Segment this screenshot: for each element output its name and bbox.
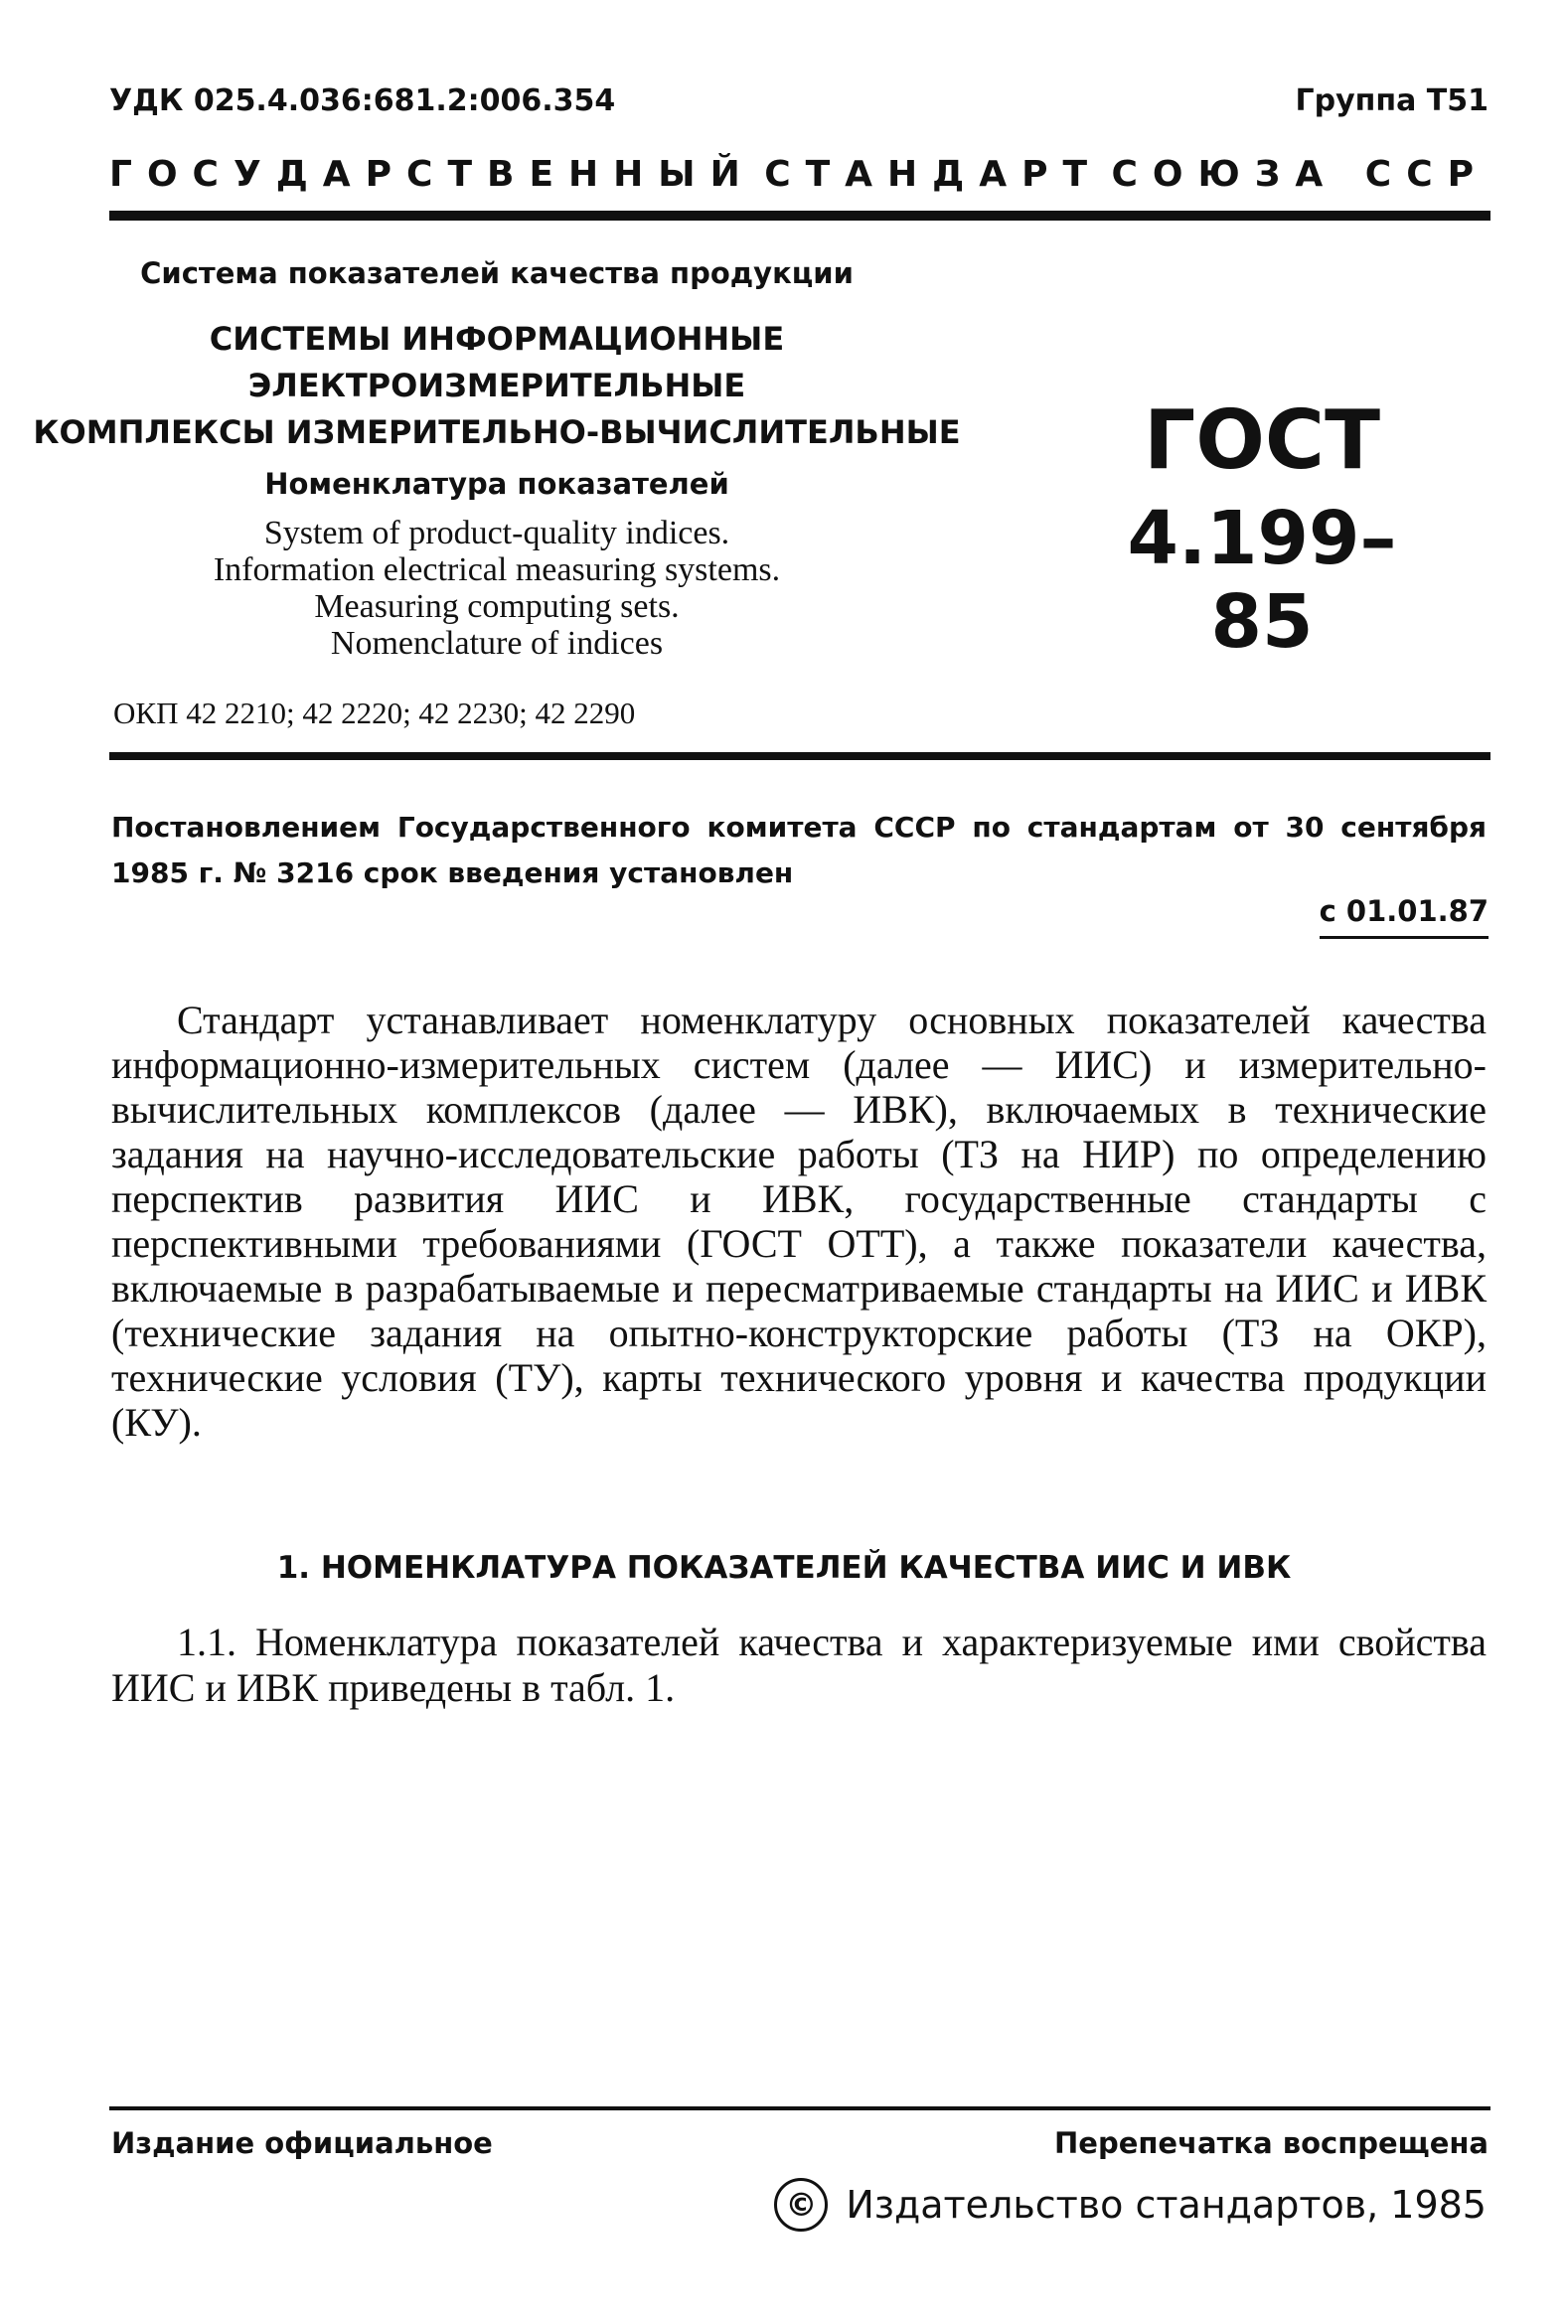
okp-codes: ОКП 42 2210; 42 2220; 42 2230; 42 2290 — [113, 696, 636, 730]
section-heading: 1. НОМЕНКЛАТУРА ПОКАЗАТЕЛЕЙ КАЧЕСТВА ИИС И ИВК — [276, 1550, 1292, 1586]
intro-date: с 01.01.87 — [1320, 894, 1489, 939]
top-rule — [109, 211, 1490, 221]
middle-rule — [109, 752, 1490, 760]
standard-title-word-1: ГОСУДАРСТВЕННЫЙ — [109, 154, 755, 195]
english-line: System of product-quality indices. — [263, 515, 730, 551]
udk-code: УДК 025.4.036:681.2:006.354 — [109, 83, 616, 118]
gost-number: 4.199–85 — [1127, 496, 1397, 665]
section-paragraph: 1.1. Номенклатура показателей качества и характеризуемые ими свойства ИИС и ИВК приведены в табл. 1. — [111, 1620, 1487, 1710]
edition-label: Издание официальное — [111, 2126, 493, 2160]
english-line: Measuring computing sets. — [314, 588, 680, 625]
system-label: Система показателей качества продукции — [140, 256, 854, 290]
title-line: ЭЛЕКТРОИЗМЕРИТЕЛЬНЫЕ — [247, 367, 746, 404]
bottom-rule — [109, 2106, 1490, 2110]
publisher-line — [774, 2178, 1487, 2232]
title-line: СИСТЕМЫ ИНФОРМАЦИОННЫЕ — [209, 320, 785, 358]
title-line: КОМПЛЕКСЫ ИЗМЕРИТЕЛЬНО-ВЫЧИСЛИТЕЛЬНЫЕ — [33, 413, 961, 451]
gost-designation — [1083, 395, 1441, 664]
intro-paragraph: Стандарт устанавливает номенклатуру основных показателей качества информационно-измерительных систем (далее — ИИС) и измерительно-вычислительных комплексов (далее — ИВК), включаемых в технические задания на научно-исследовательские работы (ТЗ на НИР) по определению перспектив развития ИИС и ИВК, государственные стандарты с перспективными требованиями (ГОСТ ОТТ), а также показатели качества, включаемые в разрабатываемые и пересматриваемые стандарты на ИИС и ИВК (технические задания на опытно-конструкторские работы (ТЗ на ОКР), технические условия (ТУ), карты технического уровня и качества продукции (КУ). — [111, 998, 1487, 1445]
nomenclature-label: Номенклатура показателей — [264, 467, 729, 501]
decree-text: Постановлением Государственного комитета СССР по стандартам от 30 сентября 1985 г. № 3216 срок введения установлен — [111, 811, 1487, 889]
standard-title — [109, 154, 1489, 195]
standard-title-word-3: СОЮЗА ССР — [1111, 154, 1489, 195]
gost-label: ГОСТ — [1143, 393, 1381, 488]
document-title — [0, 316, 994, 456]
reprint-notice: Перепечатка воспрещена — [1054, 2126, 1489, 2160]
english-line: Nomenclature of indices — [330, 625, 664, 662]
english-title — [0, 515, 994, 662]
publisher-name: Издательство стандартов, 1985 — [846, 2183, 1487, 2227]
standard-title-word-2: СТАНДАРТ — [764, 154, 1103, 195]
intro-date-wrapper — [1320, 894, 1489, 939]
group-code: Группа Т51 — [1295, 83, 1489, 118]
copyright-icon: © — [774, 2178, 828, 2232]
english-line: Information electrical measuring systems. — [213, 551, 781, 588]
